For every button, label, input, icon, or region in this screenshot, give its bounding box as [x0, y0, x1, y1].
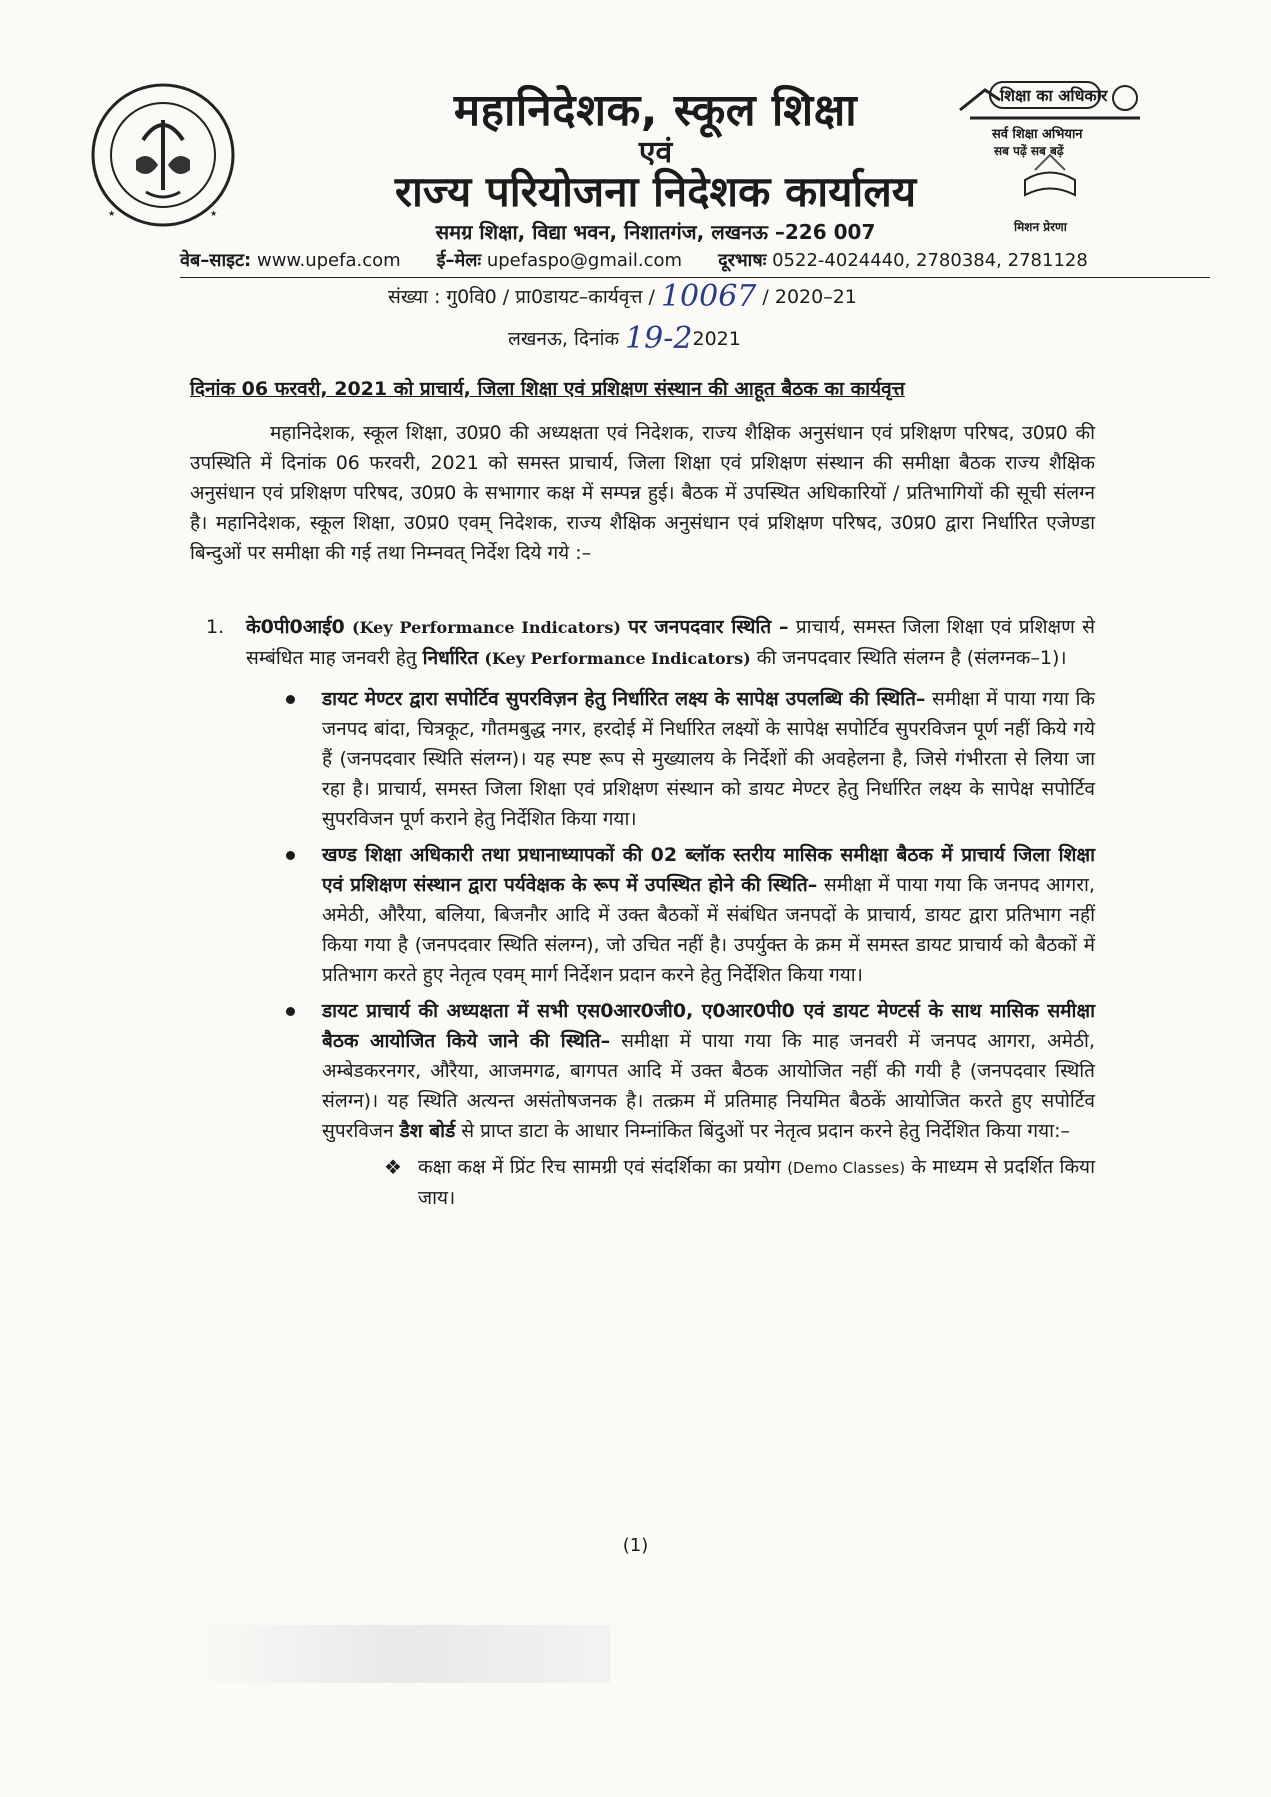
- intro-paragraph-container: [190, 418, 1095, 568]
- office-title-line1: महानिदेशक, स्कूल शिक्षा: [453, 85, 858, 136]
- right-logo-caption-rte: शिक्षा का अधिकार: [1000, 86, 1108, 105]
- email-label: ई–मेलः: [436, 250, 482, 271]
- website-label: वेब–साइट:: [180, 250, 252, 271]
- bullet-text: समीक्षा में पाया गया कि जनपद आगरा, अमेठी, औरैया, बलिया, बिजनौर आदि में उक्त बैठकों में संबंधित जनपदों के प्राचार्य, डायट द्वारा प्रतिभाग नहीं किया गया है (जनपदवार स्थिति संलग्न), जो उचित नहीं है। उपर्युक्त के क्रम में समस्त डायट प्राचार्य को बैठकों में प्रतिभाग करते हुए नेतृत्व एवम् मार्ग निर्देशन प्रदान करने हेतु निर्देशित किया गया।: [322, 874, 1095, 986]
- right-logo-caption-slogan: सब पढ़ें सब बढ़ें: [994, 144, 1064, 158]
- right-logo-caption-mission: मिशन प्रेरणा: [1014, 220, 1067, 234]
- phone-contact: [718, 248, 1088, 272]
- bullet-bold-dashboard: डैश बोर्ड: [399, 1120, 456, 1142]
- office-address: समग्र शिक्षा, विद्या भवन, निशातगंज, लखनऊ –226 007: [435, 220, 876, 244]
- bullet-item-1: [322, 684, 1095, 834]
- bullet-item-3: [322, 996, 1095, 1146]
- sub-bullet-demo: (Demo Classes): [787, 1159, 906, 1177]
- website-link[interactable]: www.upefa.com: [256, 250, 401, 271]
- phone-label: दूरभाषः: [718, 250, 767, 271]
- sub-bullet-item: [384, 1152, 1095, 1213]
- bullet-dot-icon: [286, 695, 295, 704]
- kpi-heading-a: के0पी0आई0: [246, 616, 345, 638]
- office-title-line3: राज्य परियोजना निदेशक कार्यालय: [394, 167, 917, 216]
- date-year: 2021: [692, 328, 741, 350]
- agenda-list: [190, 612, 1095, 1213]
- document-date: [508, 318, 741, 356]
- kpi-text-b: की जनपदवार स्थिति संलग्न है (संलग्नक–1)।: [756, 647, 1067, 669]
- agenda-item-text: [246, 612, 1095, 674]
- reference-number: [388, 276, 857, 314]
- bullet-item-2: [322, 840, 1095, 990]
- bullet-dot-icon: [286, 1007, 295, 1016]
- bullet-heading: डायट मेण्टर द्वारा सपोर्टिव सुपरविज़न हेतु निर्धारित लक्ष्य के सापेक्ष उपलब्धि की स्थिति–: [322, 688, 926, 710]
- scan-artifact: [190, 1625, 610, 1683]
- kpi-text-a: प्राचार्य, समस्त जिला शिक्षा एवं प्रशिक्षण से सम्बंधित माह जनवरी हेतु: [246, 616, 1096, 669]
- subject-line: दिनांक 06 फरवरी, 2021 को प्राचार्य, जिला शिक्षा एवं प्रशिक्षण संस्थान की आहूत बैठक का कार्यवृत्त: [190, 378, 905, 400]
- page-number: (1): [622, 1535, 649, 1556]
- agenda-item-number: 1.: [206, 616, 225, 638]
- email-link[interactable]: upefaspo@gmail.com: [486, 250, 683, 271]
- office-title-line2: एवं: [638, 135, 673, 170]
- sub-bullet-text-b: के माध्यम से प्रदर्शित किया जाय।: [418, 1156, 1095, 1209]
- bullet-text-a: समीक्षा में पाया गया कि माह जनवरी में जनपद आगरा, अमेठी, अम्बेडकरनगर, औरैया, आजमगढ, बागपत आदि में उक्त बैठक आयोजित नहीं की गयी है (जनपदवार स्थिति संलग्न)। यह स्थिति अत्यन्त असंतोषजनक है। तत्क्रम में प्रतिमाह नियमित बैठकें आयोजित करते हुए सपोर्टिव सुपरविजन: [322, 1030, 1096, 1142]
- svg-text:★: ★: [210, 209, 218, 218]
- reference-suffix: / 2020–21: [762, 286, 857, 308]
- date-handwritten: 19-2: [625, 321, 693, 356]
- right-logo-caption-ssa: सर्व शिक्षा अभियान: [992, 127, 1083, 142]
- bullet-dot-icon: [286, 851, 295, 860]
- sub-bullet-text-a: कक्षा कक्ष में प्रिंट रिच सामग्री एवं संदर्शिका का प्रयोग: [418, 1156, 781, 1178]
- bullet-heading: डायट प्राचार्य की अध्यक्षता में सभी एस0आर0जी0, ए0आर0पी0 एवं डायट मेण्टर्स के साथ मासिक समीक्षा बैठक आयोजित किये जाने की स्थिति–: [322, 1000, 1095, 1052]
- kpi-heading-b: पर जनपदवार स्थिति –: [628, 616, 789, 638]
- bullet-list: [190, 684, 1095, 1146]
- email-contact: [437, 248, 682, 272]
- agenda-item-1: [190, 612, 1095, 1213]
- kpi-bold-nirdharit: निर्धारित: [422, 647, 479, 669]
- date-prefix: लखनऊ, दिनांक: [508, 328, 620, 350]
- diamond-bullet-icon: ❖: [384, 1155, 402, 1179]
- svg-text:★: ★: [108, 209, 116, 218]
- contact-row: [180, 248, 1088, 272]
- phone-number: 0522-4024440, 2780384, 2781128: [772, 250, 1088, 271]
- bullet-text: समीक्षा में पाया गया कि जनपद बांदा, चित्रकूट, गौतमबुद्ध नगर, हरदोई में निर्धारित लक्ष्यों के सापेक्ष सपोर्टिव सुपरविजन पूर्ण नहीं किये गये हैं (जनपदवार स्थिति संलग्न)। यह स्पष्ट रूप से मुख्यालय के निर्देशों की अवहेलना है, जिसे गंभीरता से लिया जा रहा है। प्राचार्य, समस्त जिला शिक्षा एवं प्रशिक्षण संस्थान को डायट मेण्टर हेतु निर्धारित लक्ष्य के सापेक्ष सपोर्टिव सुपरविजन पूर्ण कराने हेतु निर्देशित किया गया।: [322, 688, 1095, 830]
- bullet-heading: खण्ड शिक्षा अधिकारी तथा प्रधानाध्यापकों की 02 ब्लॉक स्तरीय मासिक समीक्षा बैठक में प्राचार्य जिला शिक्षा एवं प्रशिक्षण संस्थान द्वारा पर्यवेक्षक के रूप में उपस्थित होने की स्थिति–: [322, 844, 1095, 896]
- reference-handwritten-number: 10067: [660, 279, 757, 314]
- bullet-text-b: से प्राप्त डाटा के आधार निम्नांकित बिंदुओं पर नेतृत्व प्रदान करने हेतु निर्देशित किया गया:–: [461, 1120, 1070, 1142]
- kpi-english-2: (Key Performance Indicators): [484, 649, 751, 668]
- intro-paragraph: महानिदेशक, स्कूल शिक्षा, उ0प्र0 की अध्यक्षता एवं निदेशक, राज्य शैक्षिक अनुसंधान एवं प्रशिक्षण परिषद, उ0प्र0 की उपस्थिति में दिनांक 06 फरवरी, 2021 को समस्त प्राचार्य, जिला शिक्षा एवं प्रशिक्षण संस्थान की समीक्षा बैठक राज्य शैक्षिक अनुसंधान एवं प्रशिक्षण परिषद, उ0प्र0 के सभागार कक्ष में सम्पन्न हुई। बैठक में उपस्थित अधिकारियों / प्रतिभागियों की सूची संलग्न है। महानिदेशक, स्कूल शिक्षा, उ0प्र0 एवम् निदेशक, राज्य शैक्षिक अनुसंधान एवं प्रशिक्षण परिषद, उ0प्र0 द्वारा निर्धारित एजेण्डा बिन्दुओं पर समीक्षा की गई तथा निम्नवत् निर्देश दिये गये :–: [190, 422, 1095, 564]
- kpi-heading-english: (Key Performance Indicators): [352, 618, 621, 637]
- website-contact: [180, 248, 401, 272]
- reference-prefix: संख्या : गु0वि0 / प्रा0डायट–कार्यवृत्त /: [388, 286, 655, 308]
